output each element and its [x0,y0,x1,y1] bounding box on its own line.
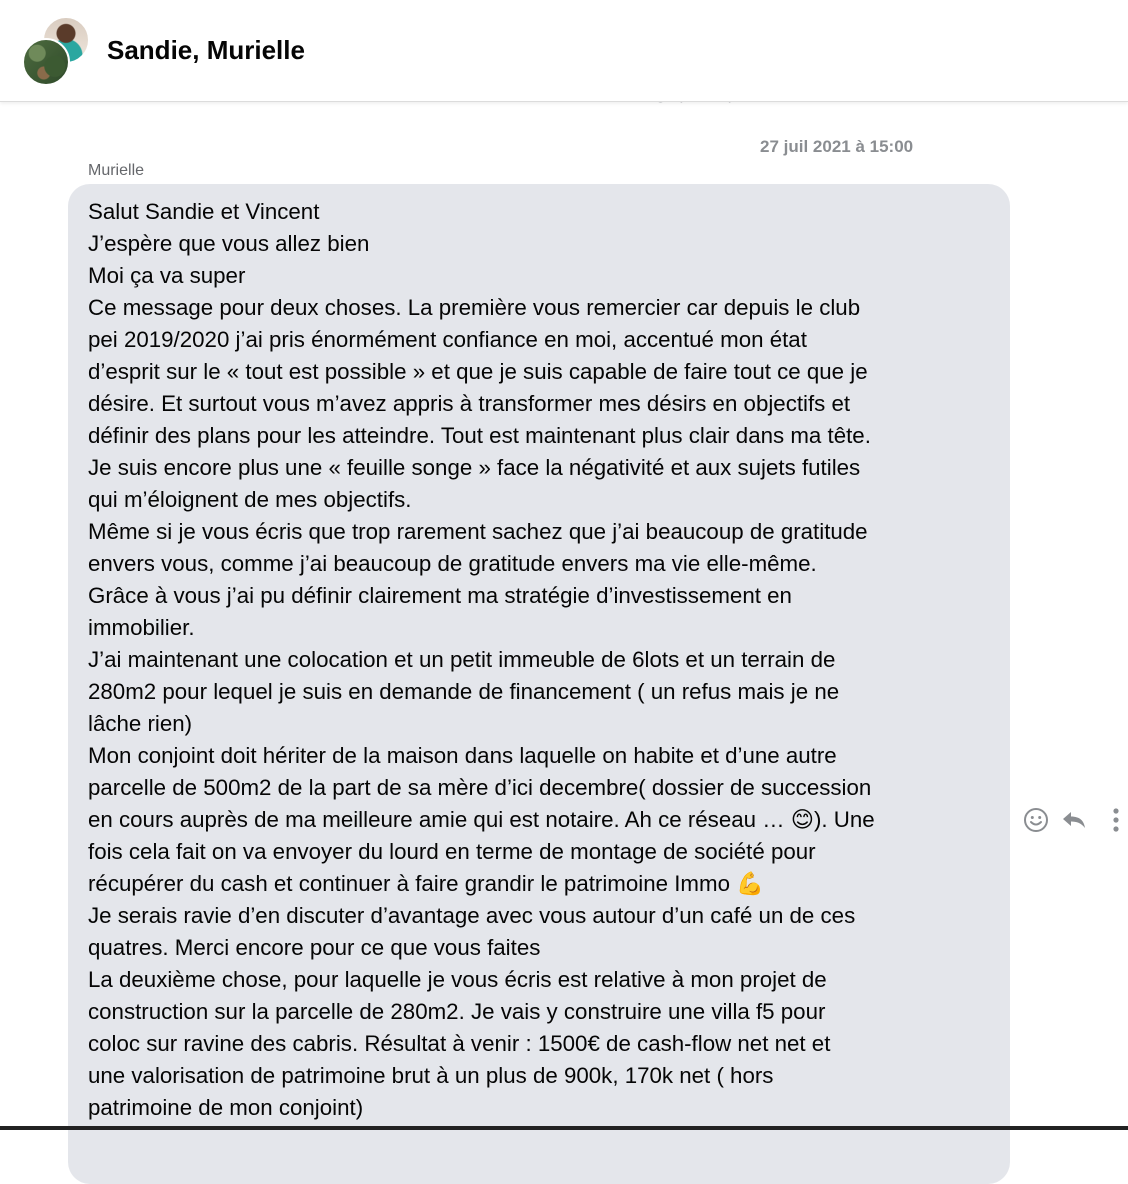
sender-name: Murielle [88,162,145,179]
window-bottom-edge [0,1126,1128,1130]
message-line: 280m2 pour lequel je suis en demande de financement ( un refus mais je ne [88,679,840,704]
message-line: J’espère que vous allez bien [88,231,370,256]
message-line: fois cela fait on va envoyer du lourd en terme de montage de société pour [88,839,816,864]
message-line: immobilier. [88,615,195,640]
message-line: La deuxième chose, pour laquelle je vous écris est relative à mon projet de [88,967,827,992]
message-line: Grâce à vous j’ai pu définir clairement ma stratégie d’investissement en [88,583,792,608]
message-line: en cours auprès de ma meilleure amie qui est notaire. Ah ce réseau … 😊). Une [88,807,875,832]
message-line: désire. Et surtout vous m’avez appris à transformer mes désirs en objectifs et [88,391,851,416]
message-line: qui m’éloignent de mes objectifs. [88,487,412,512]
conversation-header [0,0,1128,102]
message-line: Mon conjoint doit hériter de la maison dans laquelle on habite et d’une autre [88,743,837,768]
conversation-title[interactable]: Sandie, Murielle [107,35,305,65]
message-line: Je suis encore plus une « feuille songe » face la négativité et aux sujets futiles [88,455,861,480]
message-line: Je serais ravie d’en discuter d’avantage avec vous autour d’un café un de ces [88,903,856,928]
message-line: coloc sur ravine des cabris. Résultat à venir : 1500€ de cash-flow net net et [88,1031,831,1056]
message-bubble[interactable] [68,184,1010,1184]
react-button[interactable] [1021,805,1051,835]
reply-button[interactable] [1059,805,1089,835]
avatar-murielle[interactable] [22,38,70,86]
more-button[interactable] [1101,805,1128,835]
message-line: d’esprit sur le « tout est possible » et que je suis capable de faire tout ce que je [88,359,868,384]
message-line: construction sur la parcelle de 280m2. Je vais y construire une villa f5 pour [88,999,826,1024]
message-line: J’ai maintenant une colocation et un petit immeuble de 6lots et un terrain de [88,647,836,672]
message-line: définir des plans pour les atteindre. Tout est maintenant plus clair dans ma tête. [88,423,871,448]
message-line: Salut Sandie et Vincent [88,199,320,224]
message-line: récupérer du cash et continuer à faire grandir le patrimoine Immo 💪 [88,871,764,896]
message-line: Même si je vous écris que trop rarement sachez que j’ai beaucoup de gratitude [88,519,868,544]
message-line: Ce message pour deux choses. La première vous remercier car depuis le club [88,295,861,320]
message-line: une valorisation de patrimoine brut à un plus de 900k, 170k net ( hors [88,1063,774,1088]
message-timestamp: 27 juil 2021 à 15:00 [760,137,914,156]
message-actions [1020,805,1128,837]
smiley-icon [1023,807,1049,833]
more-vertical-icon [1112,807,1120,833]
message-line: lâche rien) [88,711,193,736]
message-line: patrimoine de mon conjoint) [88,1095,364,1120]
message-line: envers vous, comme j’ai beaucoup de gratitude envers ma vie elle-même. [88,551,817,576]
reply-icon [1060,808,1088,832]
message-line: parcelle de 500m2 de la part de sa mère d’ici decembre( dossier de succession [88,775,872,800]
message-line: Moi ça va super [88,263,246,288]
message-line: quatres. Merci encore pour ce que vous faites [88,935,541,960]
message-line: pei 2019/2020 j’ai pris énormément confiance en moi, accentué mon état [88,327,807,352]
